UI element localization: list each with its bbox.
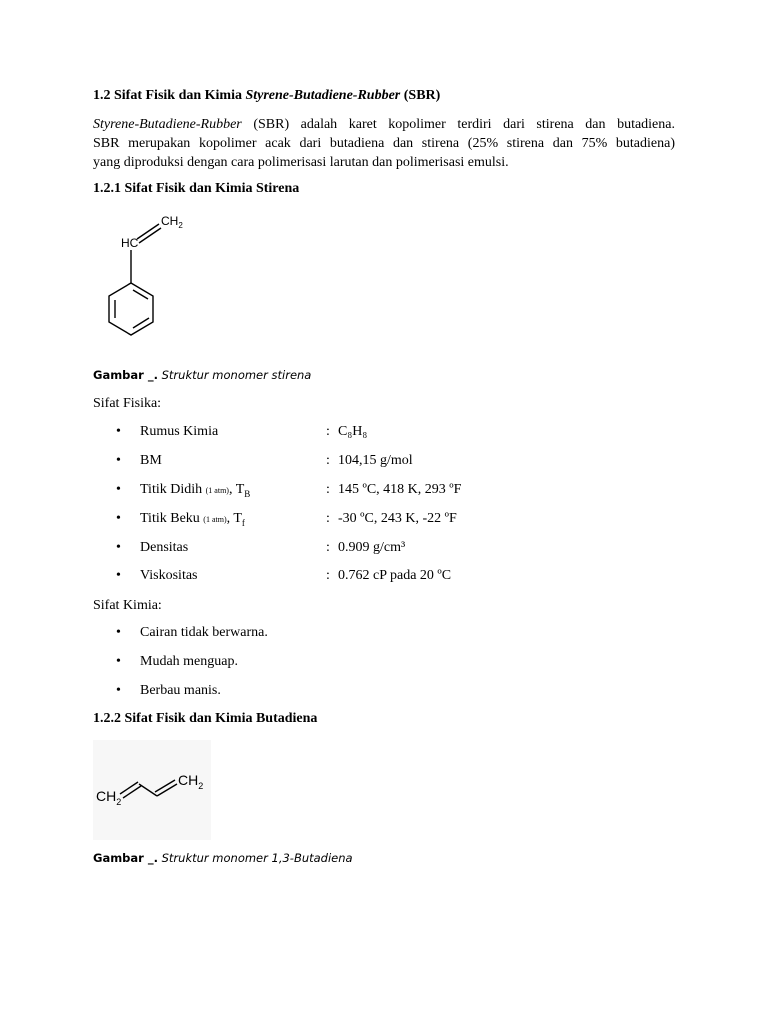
intro-line-3: yang diproduksi dengan cara polimerisasi larutan dan polimerisasi emulsi. — [93, 155, 509, 170]
bullet: • — [116, 540, 121, 555]
colon: : — [326, 453, 330, 468]
bullet: • — [116, 453, 121, 468]
property-value: 104,15 g/mol — [338, 453, 413, 468]
property-label: Densitas — [140, 540, 189, 555]
physical-row — [116, 568, 616, 588]
property-value: 0.909 g/cm³ — [338, 540, 406, 555]
property-label: Rumus Kimia — [140, 424, 219, 439]
physical-row — [116, 540, 616, 560]
bullet: • — [116, 424, 121, 439]
property-value: C₈H₈ — [338, 424, 368, 439]
property-label: BM — [140, 453, 162, 468]
ch2-left-label: $CH_2$ — [96, 788, 122, 807]
bullet: • — [116, 683, 121, 698]
chemical-text: Mudah menguap. — [140, 654, 238, 669]
chemical-item — [116, 683, 516, 703]
physical-row — [116, 511, 616, 531]
property-value: 0.762 cP pada 20 ºC — [338, 568, 452, 583]
intro-line-2: SBR merupakan kopolimer acak dari butadiena dan stirena (25% stirena dan 75% butadiena) — [93, 136, 675, 151]
butadiene-structure — [93, 740, 211, 840]
property-label: Titik Beku (1 atm), $T_f$ — [140, 511, 245, 528]
stirena-heading: 1.2.1 Sifat Fisik dan Kimia Stirena — [93, 181, 300, 196]
physical-row — [116, 424, 616, 444]
colon: : — [326, 482, 330, 497]
styrene-structure — [93, 205, 203, 365]
physical-row — [116, 453, 616, 473]
section-heading: 1.2 Sifat Fisik dan Kimia Styrene-Butadiene-Rubber (SBR) — [93, 88, 441, 103]
bullet: • — [116, 625, 121, 640]
chemical-text: Berbau manis. — [140, 683, 221, 698]
colon: : — [326, 540, 330, 555]
stirena-caption: Gambar _. Struktur monomer stirena — [93, 368, 312, 382]
intro-line-1: Styrene-Butadiene-Rubber (SBR) adalah karet kopolimer terdiri dari stirena dan butadiena. — [93, 117, 675, 132]
butadiena-caption: Gambar _. Struktur monomer 1,3-Butadiena — [93, 851, 353, 865]
physical-row — [116, 482, 616, 502]
chemical-item — [116, 654, 516, 674]
ch2-label: $CH_2$ — [161, 214, 183, 230]
ch2-right-label: $CH_2$ — [178, 772, 204, 791]
bullet: • — [116, 511, 121, 526]
chemical-text: Cairan tidak berwarna. — [140, 625, 268, 640]
property-value: -30 ºC, 243 K, -22 ºF — [338, 511, 457, 526]
property-label: Viskositas — [140, 568, 198, 583]
property-value: 145 ºC, 418 K, 293 ºF — [338, 482, 462, 497]
hc-label: HC — [121, 236, 139, 250]
chemical-item — [116, 625, 516, 645]
physical-title: Sifat Fisika: — [93, 396, 162, 411]
colon: : — [326, 511, 330, 526]
colon: : — [326, 568, 330, 583]
property-label: Titik Didih (1 atm), $T_B$ — [140, 482, 251, 499]
chemical-title: Sifat Kimia: — [93, 598, 162, 613]
bullet: • — [116, 654, 121, 669]
bullet: • — [116, 482, 121, 497]
butadiena-heading: 1.2.2 Sifat Fisik dan Kimia Butadiena — [93, 711, 318, 726]
colon: : — [326, 424, 330, 439]
bullet: • — [116, 568, 121, 583]
